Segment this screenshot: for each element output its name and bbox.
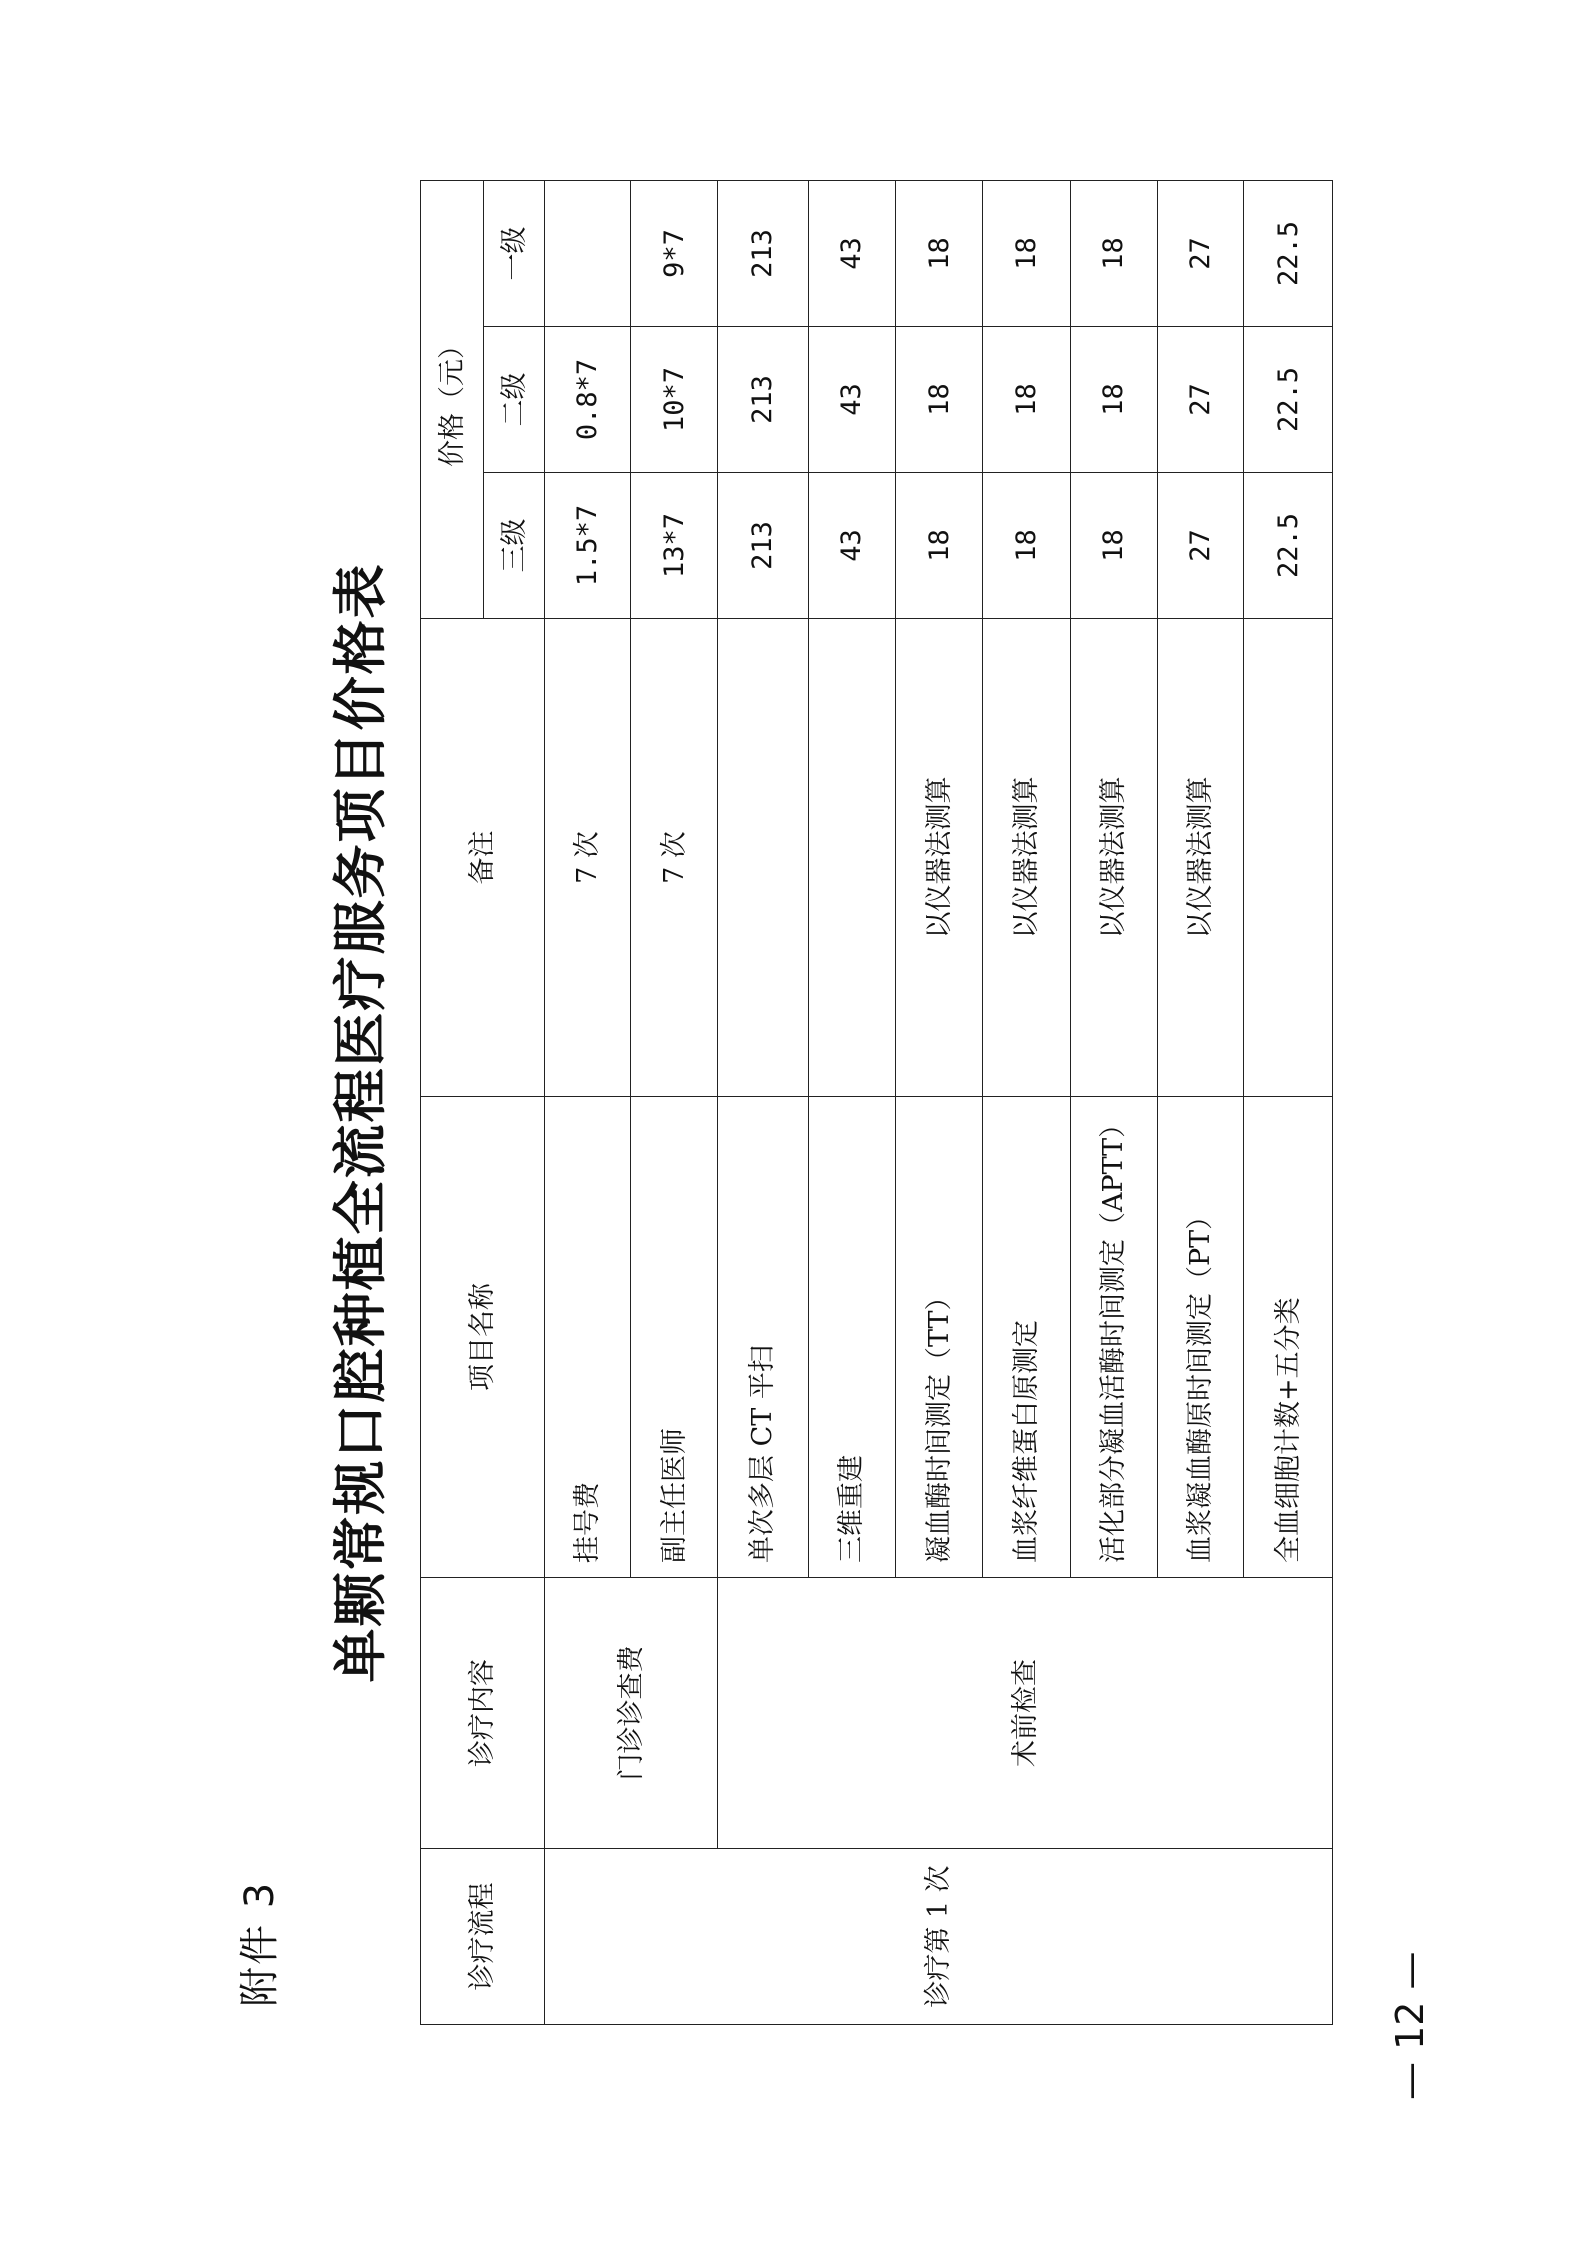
item-note bbox=[1244, 619, 1333, 1097]
price-level3: 22.5 bbox=[1244, 473, 1333, 619]
price-level1: 43 bbox=[808, 180, 895, 326]
item-name: 活化部分凝血活酶时间测定（APTT） bbox=[1070, 1097, 1157, 1578]
header-process: 诊疗流程 bbox=[421, 1849, 545, 2025]
header-price: 价格（元） bbox=[421, 180, 484, 618]
item-note: 以仪器法测算 bbox=[896, 619, 983, 1097]
group-outpatient: 门诊诊查费 bbox=[545, 1578, 718, 1849]
price-level3: 18 bbox=[896, 473, 983, 619]
item-name: 血浆凝血酶原时间测定（PT） bbox=[1158, 1097, 1244, 1578]
page-number: — 12 — bbox=[1388, 1951, 1432, 2100]
item-name: 挂号费 bbox=[545, 1097, 631, 1578]
price-level3: 13*7 bbox=[631, 473, 718, 619]
price-table-container bbox=[420, 181, 1333, 2025]
header-item: 项目名称 bbox=[421, 1097, 545, 1578]
header-note: 备注 bbox=[421, 619, 545, 1097]
item-note: 以仪器法测算 bbox=[1158, 619, 1244, 1097]
price-level2: 213 bbox=[718, 327, 808, 473]
price-level2: 27 bbox=[1158, 327, 1244, 473]
header-level2: 二级 bbox=[484, 327, 545, 473]
item-note: 以仪器法测算 bbox=[983, 619, 1070, 1097]
price-level3: 27 bbox=[1158, 473, 1244, 619]
item-name: 副主任医师 bbox=[631, 1097, 718, 1578]
group-preop: 术前检查 bbox=[718, 1578, 1333, 1849]
price-level3: 18 bbox=[983, 473, 1070, 619]
price-level1 bbox=[545, 180, 631, 326]
price-level2: 18 bbox=[896, 327, 983, 473]
price-level3: 43 bbox=[808, 473, 895, 619]
price-level1: 213 bbox=[718, 180, 808, 326]
price-level2: 18 bbox=[983, 327, 1070, 473]
price-level3: 1.5*7 bbox=[545, 473, 631, 619]
item-name: 三维重建 bbox=[808, 1097, 895, 1578]
price-level2: 18 bbox=[1070, 327, 1157, 473]
header-content: 诊疗内容 bbox=[421, 1578, 545, 1849]
page-title: 单颗常规口腔种植全流程医疗服务项目价格表 bbox=[328, 562, 392, 1683]
price-level1: 18 bbox=[1070, 180, 1157, 326]
table-row bbox=[718, 180, 808, 2024]
annex-label: 附件 3 bbox=[237, 1880, 283, 2007]
item-name: 全血细胞计数+五分类 bbox=[1244, 1097, 1333, 1578]
price-level3: 18 bbox=[1070, 473, 1157, 619]
item-note: 7 次 bbox=[631, 619, 718, 1097]
price-level1: 27 bbox=[1158, 180, 1244, 326]
item-note bbox=[808, 619, 895, 1097]
price-level2: 0.8*7 bbox=[545, 327, 631, 473]
item-name: 血浆纤维蛋白原测定 bbox=[983, 1097, 1070, 1578]
price-level1: 22.5 bbox=[1244, 180, 1333, 326]
item-note bbox=[718, 619, 808, 1097]
price-table bbox=[420, 180, 1333, 2025]
item-note: 以仪器法测算 bbox=[1070, 619, 1157, 1097]
header-level1: 一级 bbox=[484, 180, 545, 326]
item-note: 7 次 bbox=[545, 619, 631, 1097]
price-level1: 9*7 bbox=[631, 180, 718, 326]
price-level3: 213 bbox=[718, 473, 808, 619]
item-name: 凝血酶时间测定（TT） bbox=[896, 1097, 983, 1578]
price-level1: 18 bbox=[896, 180, 983, 326]
price-level2: 22.5 bbox=[1244, 327, 1333, 473]
price-level2: 43 bbox=[808, 327, 895, 473]
item-name: 单次多层 CT 平扫 bbox=[718, 1097, 808, 1578]
price-level1: 18 bbox=[983, 180, 1070, 326]
table-row bbox=[545, 180, 631, 2024]
price-level2: 10*7 bbox=[631, 327, 718, 473]
group-visit1: 诊疗第 1 次 bbox=[545, 1849, 1333, 2025]
header-level3: 三级 bbox=[484, 473, 545, 619]
